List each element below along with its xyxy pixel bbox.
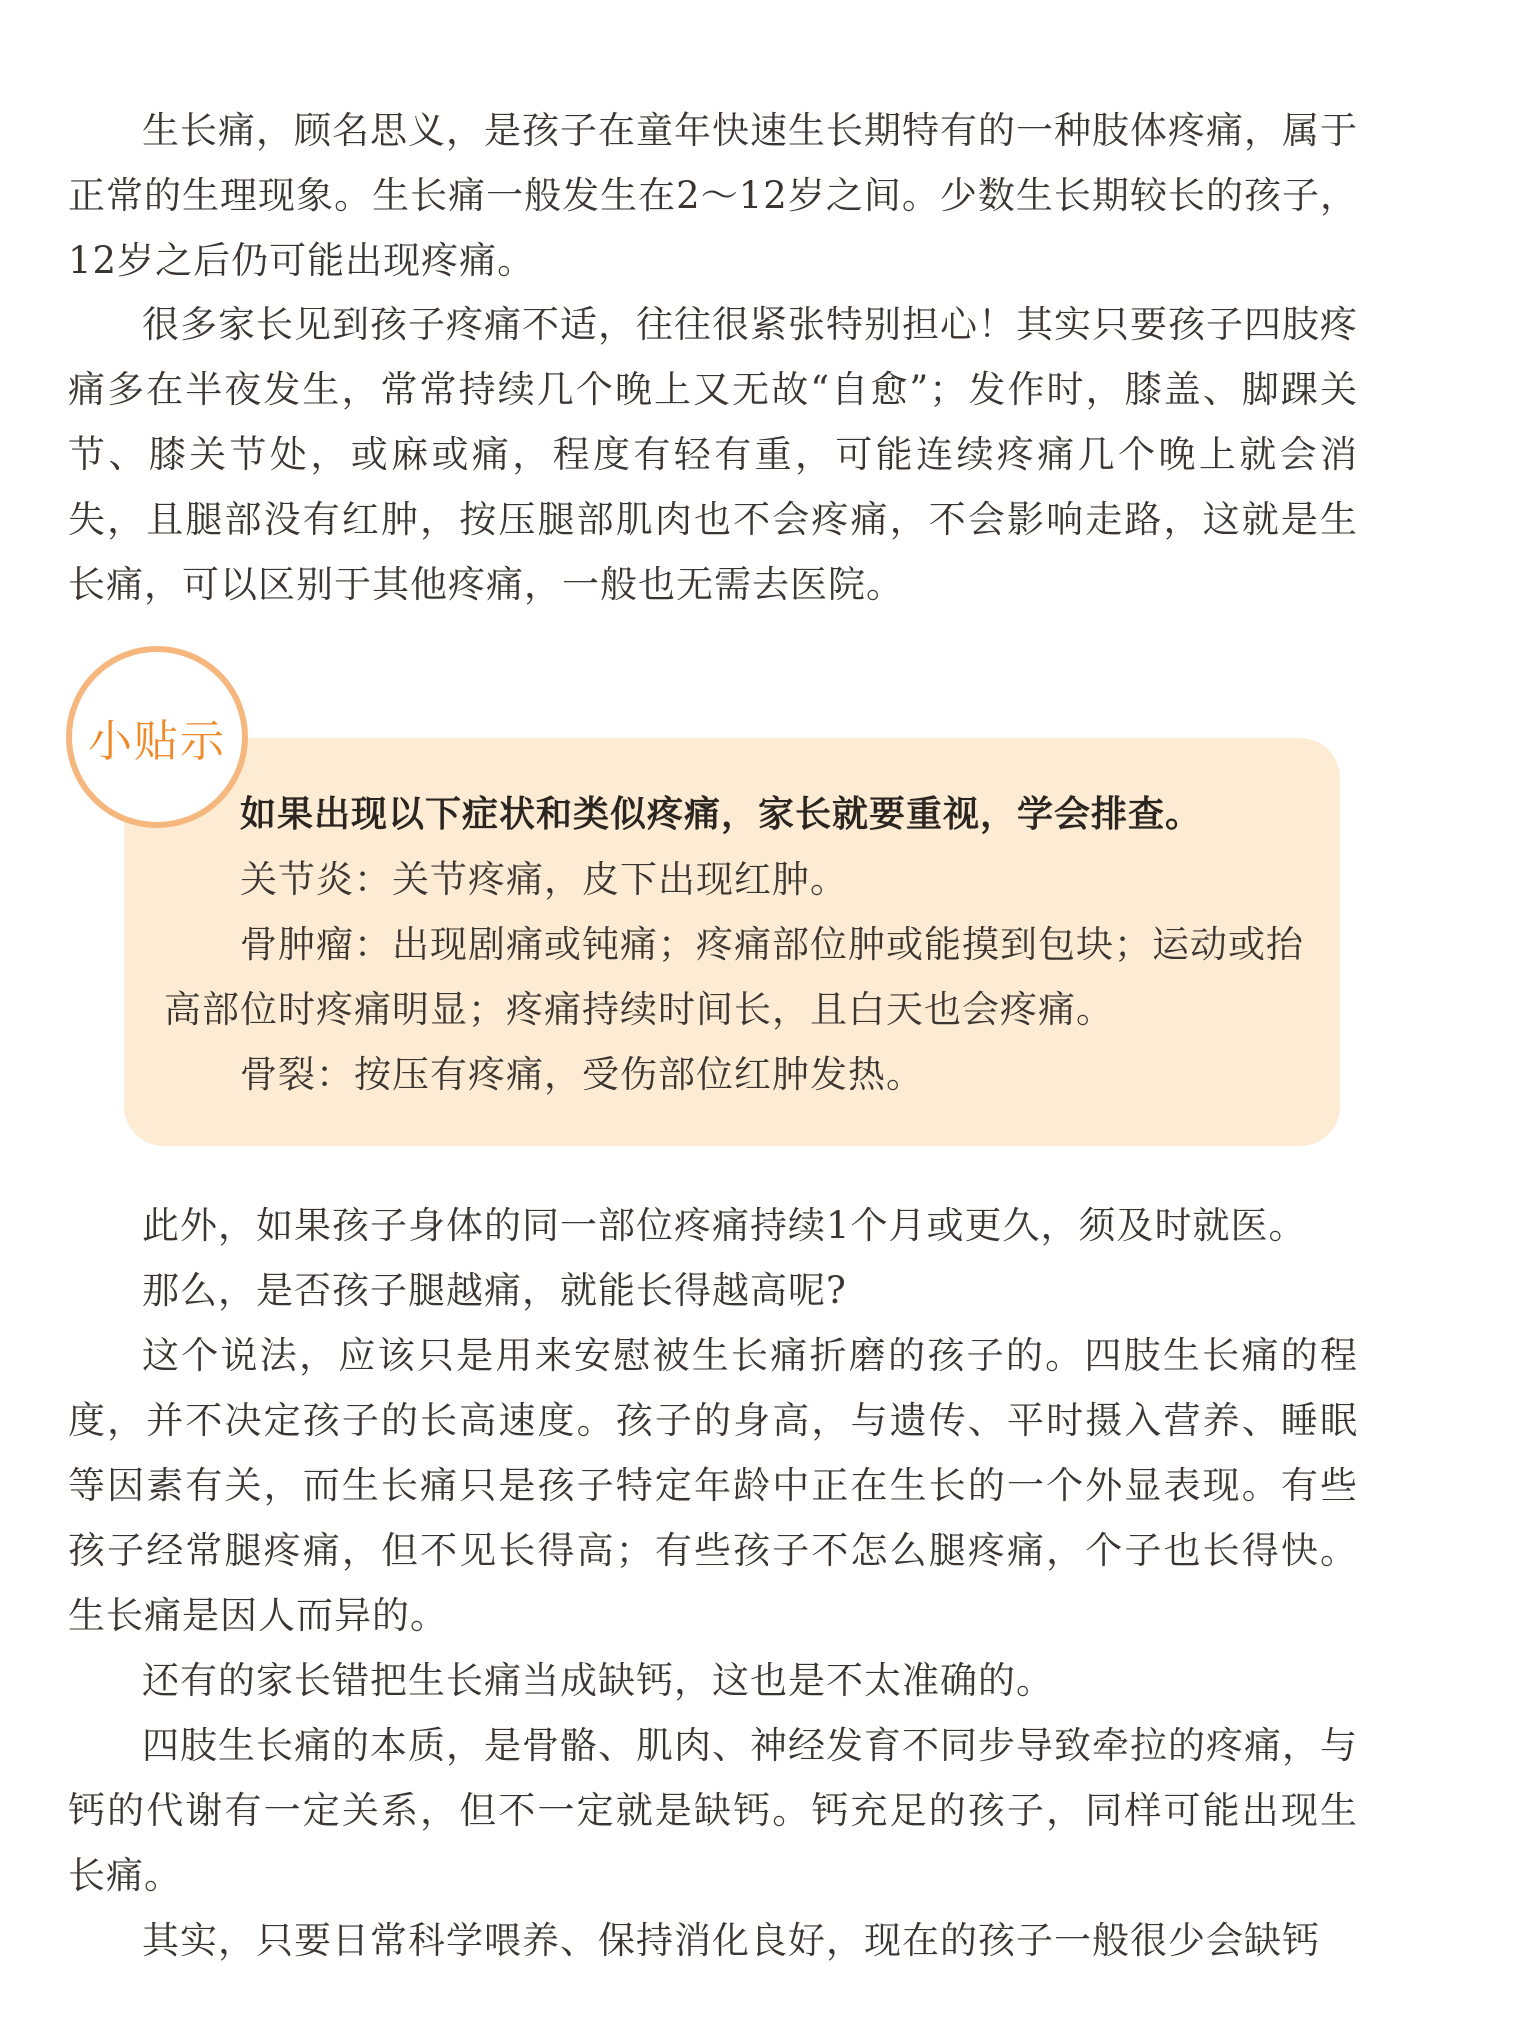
- tip-bone-tumor: 骨肿瘤：出现剧痛或钝痛；疼痛部位肿或能摸到包块；运动或抬高部位时疼痛明显；疼痛持续时间长，且白天也会疼痛。: [164, 923, 1304, 1031]
- body-paragraph-1: 此外，如果孩子身体的同一部位疼痛持续1个月或更久，须及时就医。: [142, 1204, 1307, 1247]
- body-paragraph-2: 那么，是否孩子腿越痛，就能长得越高呢?: [142, 1269, 847, 1312]
- tip-heading: 如果出现以下症状和类似疼痛，家长就要重视，学会排查。: [240, 794, 1203, 835]
- tip-badge: [66, 646, 248, 828]
- body-paragraph-6: 其实，只要日常科学喂养、保持消化良好，现在的孩子一般很少会缺钙: [142, 1919, 1320, 1962]
- body-paragraph-3: 这个说法，应该只是用来安慰被生长痛折磨的孩子的。四肢生长痛的程度，并不决定孩子的长高速度。孩子的身高，与遗传、平时摄入营养、睡眠等因素有关，而生长痛只是孩子特定年龄中正在生长的一个外显表现。有些孩子经常腿疼痛，但不见长得高；有些孩子不怎么腿疼痛，个子也长得快。生长痛是因人而异的。: [68, 1334, 1358, 1637]
- intro-paragraph-2: 很多家长见到孩子疼痛不适，往往很紧张特别担心！其实只要孩子四肢疼痛多在半夜发生，常常持续几个晚上又无故“自愈”；发作时，膝盖、脚踝关节、膝关节处，或麻或痛，程度有轻有重，可能连续疼痛几个晚上就会消失，且腿部没有红肿，按压腿部肌肉也不会疼痛，不会影响走路，这就是生长痛，可以区别于其他疼痛，一般也无需去医院。: [68, 303, 1358, 606]
- tip-badge-label: 小贴示: [88, 716, 226, 767]
- body-paragraph-4: 还有的家长错把生长痛当成缺钙，这也是不太准确的。: [142, 1659, 1054, 1702]
- body-paragraph-5: 四肢生长痛的本质，是骨骼、肌肉、神经发育不同步导致牵拉的疼痛，与钙的代谢有一定关系，但不一定就是缺钙。钙充足的孩子，同样可能出现生长痛。: [68, 1724, 1358, 1897]
- tip-arthritis: 关节炎：关节疼痛，皮下出现红肿。: [240, 858, 848, 901]
- intro-paragraph-1: 生长痛，顾名思义，是孩子在童年快速生长期特有的一种肢体疼痛，属于正常的生理现象。生长痛一般发生在2～12岁之间。少数生长期较长的孩子，12岁之后仍可能出现疼痛。: [68, 109, 1358, 282]
- tip-fracture: 骨裂：按压有疼痛，受伤部位红肿发热。: [240, 1053, 924, 1096]
